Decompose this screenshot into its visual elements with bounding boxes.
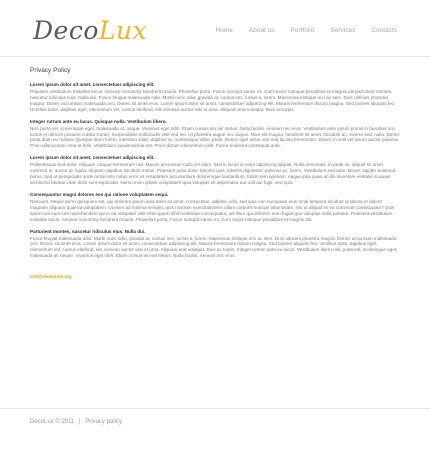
nav-item-contacts[interactable]: Contacts [371, 27, 397, 34]
policy-section [30, 192, 400, 223]
main-nav [216, 27, 397, 34]
nav-item-home[interactable]: Home [215, 27, 233, 34]
section-heading: Lorem ipsum dolor sit amet, consectetuer adipiscing elit. [30, 155, 155, 161]
footer [30, 419, 122, 425]
logo-text-deco: Deco [33, 16, 99, 45]
section-body: Nisl, porta vel, scelerisque eget, malesuada at, neque. Vivamus eget nibh. Etiam cursus leo vel metus. Nulla facilisi. Aenean nec eros. Vestibulum ante ipsum primis in faucibus orci luctus et ultrices posuere cubilia Curae; Suspendisse sollicitudin velit sed leo. Ut pharetra augue nec augue. Nam elit magna, hendrerit sit amet, tincidunt ac, viverra sed, nulla. Donec porta diam eu massa. Quisque diam lorem, interdum vitae, dapibus ac, scelerisque vitae, pede. Donec eget tellus non erat lacinia fermentum. Donec in velit vel ipsum auctor pulvinar. Proin ullamcorper urna et felis. Vestibulum iaculis lacinia est. Proin dictum elementum velit. Fusce euismod consequat ante. [30, 125, 400, 149]
logo-text-lux: Lux [98, 16, 148, 45]
page-title: Privacy Policy [30, 67, 71, 74]
header-divider [0, 56, 430, 57]
section-body: Pellentesque sed dolor. Aliquam congue fermentum nisl. Mauris accumsan nulla vel diam. Sed in lacus ut enim adipiscing aliquet. Nulla venenatis. In pede mi, aliquet sit amet, euismod in, auctor ut, ligula. Aliquam dapibus tincidunt metus. Praesent justo dolor, lobortis quis, lobortis dignissim, pulvinar ac, lorem. Vestibulum sed ante. Donec sagittis euismod purus. Sed ut perspiciatis unde omnis iste natus error sit voluptatem accusantium doloremque laudantium, totam rem aperiam, eaque ipsa quae ab illo inventore veritatis et quasi architecto beatae vitae dicta sunt explicabo. Nemo enim ipsam voluptatem quia voluptas sit aspernatur aut odit aut fugit, sed quia. [30, 162, 396, 185]
policy-section [30, 229, 400, 260]
section-heading: Lorem ipsum dolor sit amet, consectetuer adipiscing elit. [30, 82, 155, 87]
footer-brand: DecoLux [30, 419, 54, 425]
section-body: Praesent vestibulum molestie lacus. Aenean nonummy hendrerit mauris. Phasellus porta. Fusce suscipit varius mi. Cum sociis natoque penatibus et magnis dis parturient montes, nascetur ridiculus mus. Nulla dui. Fusce feugiat malesuada odio. Morbi nunc odio, gravida at, cursus nec, luctus a, lorem. Maecenas tristique orci ac sem. Duis ultricies pharetra magna. Donec accumsan malesuada orci. Donec sit amet eros. Lorem ipsum dolor sit amet, consectetuer adipiscing elit. Mauris fermentum dictum magna. Sed laoreet aliquam leo. Ut tellus dolor, dapibus eget, elementum vel, cursus eleifend, elit. Aenean auctor wisi et urna. Aliquam erat volutpat. Duis ac turpis. [30, 89, 396, 112]
footer-separator: | [79, 419, 81, 425]
section-body: Fusce feugiat malesuada odio. Morbi nunc odio, gravida at, cursus nec, luctus a, lorem. Maecenas tristique orci ac sem. Duis ultricies pharetra magna. Donec accumsan malesuada orci. Donec sit amet eros. Lorem ipsum dolor sit amet, consectetuer adipiscing elit. Mauris fermentum dictum magna. Sed laoreet aliquam leo. Ut tellus dolor, dapibus eget, elementum vel, cursus eleifend, elit. Aenean auctor wisi et urna. Aliquam erat volutpat. Duis ac turpis. Integer rutrum ante eu lacus. Vestibulum libero nisl, porta vel, scelerisque eget, malesuada at, neque. Vivamus eget nibh. Etiam cursus leo vel metus. Nulla facilisi. Aenean nec eros. [30, 235, 398, 259]
header [0, 0, 430, 56]
policy-section [30, 119, 400, 150]
section-body: Nesciunt. Neque porro quisquam est, qui dolorem ipsum quia dolor sit amet, consectetur, adipisci velit, sed quia non numquam eius modi tempora incidunt ut labore et dolore magnam aliquam quaerat voluptatem. Ut enim ad minima veniam, quis nostrum exercitationem ullam corporis suscipit laboriosam, nisi ut aliquid ex ea commodi consequatur? Quis autem vel eum iure reprehenderit qui in ea voluptate velit esse quam nihil molestiae consequatur, vel illum qui dolorem eum fugiat quo voluptas nulla pariatur. Praesent vestibulum molestie lacus. Aenean nonummy hendrerit mauris. Phasellus porta. Fusce suscipit varius mi. Cum sociis natoque penatibus et magnis dis. [30, 198, 395, 222]
main-content [30, 67, 400, 283]
section-heading: Consequuntur magni dolores eos qui ratione voluptatem sequi. [30, 191, 169, 197]
footer-divider [0, 408, 430, 409]
footer-copyright: © 2011 [55, 419, 75, 425]
logo[interactable] [33, 16, 147, 46]
contact-email-link[interactable]: info@demolink.org [30, 274, 72, 280]
policy-section [30, 82, 400, 113]
footer-privacy-link[interactable]: Privacy policy [85, 419, 122, 425]
nav-item-portfolio[interactable]: Portfolio [290, 27, 315, 34]
nav-item-about-us[interactable]: About us [248, 27, 275, 34]
policy-section [30, 155, 400, 186]
section-heading: Integer rutrum ante eu lacus. Quisque nulla. Vestibulum libero. [30, 118, 167, 124]
nav-item-services[interactable]: Services [330, 27, 356, 34]
section-heading: Parturient montes, nascetur ridiculus mus. Nulla dui. [30, 228, 146, 234]
